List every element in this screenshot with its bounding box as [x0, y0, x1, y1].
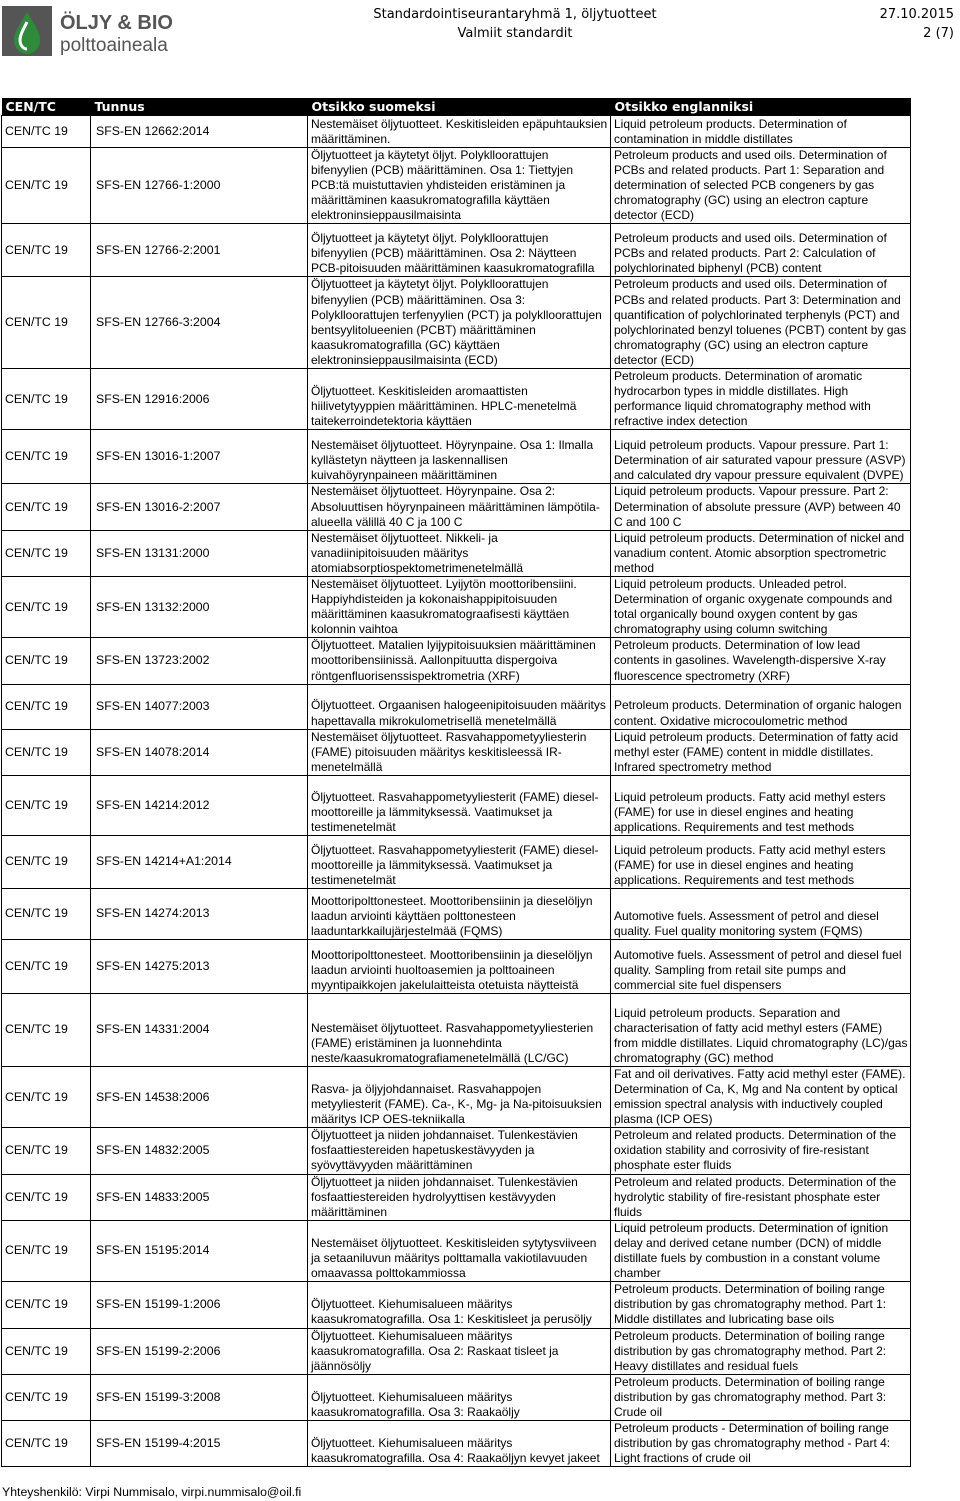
- cell-committee: CEN/TC 19: [2, 530, 91, 576]
- cell-committee: CEN/TC 19: [2, 638, 91, 684]
- cell-title-en: Liquid petroleum products. Fatty acid methyl esters (FAME) for use in diesel engines and heating applications. Requirements and test methods: [611, 775, 911, 835]
- table-row: [2, 939, 911, 993]
- cell-title-fi: Öljytuotteet ja niiden johdannaiset. Tulenkestävien fosfaattiestereiden hapetuskestävyyden ja syövyttävyyden määrittäminen: [308, 1128, 611, 1174]
- cell-committee: CEN/TC 19: [2, 684, 91, 729]
- cell-title-fi: Nestemäiset öljytuotteet. Höyrynpaine. Osa 1: Ilmalla kyllästetyn näytteen ja laskennallisen kuivahöyrynpaineen määrittäminen: [308, 430, 611, 484]
- cell-standard-id: SFS-EN 14214+A1:2014: [91, 835, 308, 888]
- cell-committee: CEN/TC 19: [2, 939, 91, 993]
- cell-title-fi: Öljytuotteet. Matalien lyijypitoisuuksien määrittäminen moottoribensiinissä. Aallonpituutta dispergoiva röntgenfluorisenssispektrometria (XRF): [308, 638, 611, 684]
- cell-title-fi: Öljytuotteet ja käytetyt öljyt. Polyklloorattujen bifenyylien (PCB) määrittäminen. Osa 1: Tiettyjen PCB:tä muistuttavien yhdisteiden eristäminen ja määrittäminen kaasukromatografilla käyttäen elektroninsieppausilmaisinta: [308, 148, 611, 224]
- cell-title-fi: Nestemäiset öljytuotteet. Keskitisleiden sytytysviiveen ja setaaniluvun määritys polttamalla vakiotilavuuden omaavassa polttokammiossa: [308, 1220, 611, 1281]
- cell-title-fi: Moottoripolttonesteet. Moottoribensiinin ja dieselöljyn laadun arviointi huoltoasemien ja polttoaineen myyntipaikkojen jakelulaitteista otetuista näytteistä: [308, 939, 611, 993]
- cell-title-fi: Öljytuotteet ja käytetyt öljyt. Polyklloorattujen bifenyylien (PCB) määrittäminen. Osa 3: Polyklloorattujen terfenyylien (PCT) ja polyklloorattujen bentsyylitolueenien (PCBT) määrittäminen kaasukromatografilla (GC) käyttäen elektroninsieppausilmaisinta (ECD): [308, 277, 611, 369]
- cell-title-en: Liquid petroleum products. Fatty acid methyl esters (FAME) for use in diesel engines and heating applications. Requirements and test methods: [611, 835, 911, 888]
- table-row: [2, 1128, 911, 1174]
- cell-title-fi: Öljytuotteet. Rasvahappometyyliesterit (FAME) diesel-moottoreille ja lämmityksessä. Vaatimukset ja testimenetelmät: [308, 835, 611, 888]
- cell-committee: CEN/TC 19: [2, 148, 91, 224]
- table-row: [2, 1328, 911, 1374]
- cell-title-fi: Moottoripolttonesteet. Moottoribensiinin ja dieselöljyn laadun arviointi käyttäen polttonesteen laaduntarkkailujärjestelmää (FQMS): [308, 888, 611, 939]
- column-header-id: Tunnus: [91, 98, 308, 116]
- logo: [2, 6, 192, 58]
- cell-committee: CEN/TC 19: [2, 277, 91, 369]
- cell-title-fi: Öljytuotteet ja niiden johdannaiset. Tulenkestävien fosfaattiestereiden hydrolyyttisen kestävyyden määrittäminen: [308, 1174, 611, 1220]
- cell-title-en: Petroleum products and used oils. Determination of PCBs and related products. Part 3: Determination and quantification of polychlorinated terphenyls (PCT) and polychlorinated benzyl toluenes (PCBT) content by gas chromatography (GC) using an electron capture detector (ECD): [611, 277, 911, 369]
- cell-committee: CEN/TC 19: [2, 1421, 91, 1467]
- cell-committee: CEN/TC 19: [2, 1066, 91, 1127]
- cell-title-en: Liquid petroleum products. Determination of ignition delay and derived cetane number (DCN) of middle distillate fuels by combustion in a constant volume chamber: [611, 1220, 911, 1281]
- cell-committee: CEN/TC 19: [2, 430, 91, 484]
- cell-standard-id: SFS-EN 15199-3:2008: [91, 1374, 308, 1420]
- cell-title-en: Liquid petroleum products. Vapour pressure. Part 1: Determination of air saturated vapour pressure (ASVP) and calculated dry vapour pressure equivalent (DVPE): [611, 430, 911, 484]
- cell-standard-id: SFS-EN 12662:2014: [91, 116, 308, 148]
- cell-standard-id: SFS-EN 13131:2000: [91, 530, 308, 576]
- standards-table: [1, 98, 911, 1467]
- cell-committee: CEN/TC 19: [2, 1328, 91, 1374]
- cell-title-fi: Öljytuotteet ja käytetyt öljyt. Polyklloorattujen bifenyylien (PCB) määrittäminen. Osa 2: Näytteen PCB-pitoisuuden määrittäminen kaasukromatografilla: [308, 224, 611, 277]
- table-row: [2, 835, 911, 888]
- cell-standard-id: SFS-EN 12766-1:2000: [91, 148, 308, 224]
- cell-title-en: Liquid petroleum products. Vapour pressure. Part 2: Determination of absolute pressure (AVP) between 40 C and 100 C: [611, 484, 911, 530]
- cell-standard-id: SFS-EN 14832:2005: [91, 1128, 308, 1174]
- cell-committee: CEN/TC 19: [2, 1174, 91, 1220]
- cell-title-en: Petroleum products. Determination of boiling range distribution by gas chromatography method. Part 1: Middle distillates and lubricating base oils: [611, 1282, 911, 1328]
- column-header-title-fi: Otsikko suomeksi: [308, 98, 611, 116]
- cell-committee: CEN/TC 19: [2, 1374, 91, 1420]
- cell-standard-id: SFS-EN 14833:2005: [91, 1174, 308, 1220]
- document-meta: [880, 5, 954, 43]
- cell-committee: CEN/TC 19: [2, 224, 91, 277]
- cell-standard-id: SFS-EN 13723:2002: [91, 638, 308, 684]
- cell-committee: CEN/TC 19: [2, 993, 91, 1066]
- cell-standard-id: SFS-EN 15195:2014: [91, 1220, 308, 1281]
- cell-committee: CEN/TC 19: [2, 888, 91, 939]
- table-row: [2, 1066, 911, 1127]
- cell-title-en: Liquid petroleum products. Determination of contamination in middle distillates: [611, 116, 911, 148]
- cell-standard-id: SFS-EN 15199-1:2006: [91, 1282, 308, 1328]
- table-row: [2, 1421, 911, 1467]
- table-row: [2, 277, 911, 369]
- table-row: [2, 1374, 911, 1420]
- table-row: [2, 430, 911, 484]
- cell-standard-id: SFS-EN 15199-2:2006: [91, 1328, 308, 1374]
- cell-committee: CEN/TC 19: [2, 369, 91, 430]
- table-row: [2, 888, 911, 939]
- table-row: [2, 576, 911, 637]
- cell-title-fi: Öljytuotteet. Kiehumisalueen määritys kaasukromatografilla. Osa 2: Raskaat tisleet ja jäännösöljy: [308, 1328, 611, 1374]
- cell-title-en: Petroleum and related products. Determination of the hydrolytic stability of fire-resistant phosphate ester fluids: [611, 1174, 911, 1220]
- cell-committee: CEN/TC 19: [2, 729, 91, 775]
- cell-title-fi: Öljytuotteet. Keskitisleiden aromaattisten hiilivetytyyppien määrittäminen. HPLC-menetelmä taitekerroindetektoria käyttäen: [308, 369, 611, 430]
- cell-title-fi: Öljytuotteet. Rasvahappometyyliesterit (FAME) diesel-moottoreille ja lämmityksessä. Vaatimukset ja testimenetelmät: [308, 775, 611, 835]
- cell-standard-id: SFS-EN 12766-2:2001: [91, 224, 308, 277]
- title-line1: Standardointiseurantaryhmä 1, öljytuotteet: [373, 7, 657, 22]
- oil-drop-logo-icon: [2, 6, 192, 58]
- cell-title-fi: Nestemäiset öljytuotteet. Rasvahappometyyliesterien (FAME) eristäminen ja luonnehdinta neste/kaasukromatografiamenetelmällä (LC/GC): [308, 993, 611, 1066]
- cell-standard-id: SFS-EN 13132:2000: [91, 576, 308, 637]
- cell-title-en: Liquid petroleum products. Determination of nickel and vanadium content. Atomic absorption spectrometric method: [611, 530, 911, 576]
- table-row: [2, 1174, 911, 1220]
- cell-title-en: Petroleum products. Determination of organic halogen content. Oxidative microcoulometric method: [611, 684, 911, 729]
- page-header: [0, 0, 960, 96]
- cell-committee: CEN/TC 19: [2, 1282, 91, 1328]
- cell-standard-id: SFS-EN 14538:2006: [91, 1066, 308, 1127]
- logo-line1: ÖLJY & BIO: [60, 12, 173, 34]
- cell-committee: CEN/TC 19: [2, 1128, 91, 1174]
- table-row: [2, 993, 911, 1066]
- cell-title-fi: Nestemäiset öljytuotteet. Keskitisleiden epäpuhtauksien määrittäminen.: [308, 116, 611, 148]
- table-row: [2, 775, 911, 835]
- cell-title-fi: Öljytuotteet. Kiehumisalueen määritys kaasukromatografilla. Osa 4: Raakaöljyn kevyet jakeet: [308, 1421, 611, 1467]
- table-row: [2, 148, 911, 224]
- table-row: [2, 638, 911, 684]
- cell-standard-id: SFS-EN 15199-4:2015: [91, 1421, 308, 1467]
- cell-title-en: Fat and oil derivatives. Fatty acid methyl ester (FAME). Determination of Ca, K, Mg and Na content by optical emission spectral analysis with inductively coupled plasma (ICP OES): [611, 1066, 911, 1127]
- cell-standard-id: SFS-EN 14275:2013: [91, 939, 308, 993]
- cell-title-en: Petroleum products and used oils. Determination of PCBs and related products. Part 1: Separation and determination of selected PCB congeners by gas chromatography (GC) using an electron capture detector (ECD): [611, 148, 911, 224]
- cell-standard-id: SFS-EN 14078:2014: [91, 729, 308, 775]
- cell-title-en: Petroleum products. Determination of low lead contents in gasolines. Wavelength-dispersive X-ray fluorescence spectrometry (XRF): [611, 638, 911, 684]
- table-row: [2, 369, 911, 430]
- document-title: [290, 5, 740, 43]
- table-row: [2, 224, 911, 277]
- cell-standard-id: SFS-EN 13016-1:2007: [91, 430, 308, 484]
- cell-standard-id: SFS-EN 14077:2003: [91, 684, 308, 729]
- title-line2: Valmiit standardit: [457, 26, 573, 41]
- cell-title-fi: Öljytuotteet. Orgaanisen halogeenipitoisuuden määritys hapettavalla mikrokulometrisellä menetelmällä: [308, 684, 611, 729]
- cell-standard-id: SFS-EN 12766-3:2004: [91, 277, 308, 369]
- cell-committee: CEN/TC 19: [2, 1220, 91, 1281]
- page-number: 2 (7): [923, 26, 954, 41]
- cell-title-en: Petroleum products. Determination of boiling range distribution by gas chromatography method. Part 3: Crude oil: [611, 1374, 911, 1420]
- cell-standard-id: SFS-EN 14274:2013: [91, 888, 308, 939]
- table-row: [2, 684, 911, 729]
- cell-title-en: Automotive fuels. Assessment of petrol and diesel quality. Fuel quality monitoring system (FQMS): [611, 888, 911, 939]
- column-header-tc: CEN/TC: [2, 98, 91, 116]
- cell-title-en: Liquid petroleum products. Determination of fatty acid methyl ester (FAME) content in middle distillates. Infrared spectrometry method: [611, 729, 911, 775]
- table-row: [2, 530, 911, 576]
- cell-committee: CEN/TC 19: [2, 835, 91, 888]
- cell-title-en: Petroleum products and used oils. Determination of PCBs and related products. Part 2: Calculation of polychlorinated biphenyl (PCB) content: [611, 224, 911, 277]
- cell-title-fi: Nestemäiset öljytuotteet. Höyrynpaine. Osa 2: Absoluuttisen höyrynpaineen määrittäminen lämpötila-alueella välillä 40 C ja 100 C: [308, 484, 611, 530]
- cell-title-en: Petroleum products - Determination of boiling range distribution by gas chromatography method - Part 4: Light fractions of crude oil: [611, 1421, 911, 1467]
- cell-title-en: Liquid petroleum products. Unleaded petrol. Determination of organic oxygenate compounds and total organically bound oxygen content by gas chromatography using column switching: [611, 576, 911, 637]
- cell-standard-id: SFS-EN 12916:2006: [91, 369, 308, 430]
- table-row: [2, 484, 911, 530]
- cell-committee: CEN/TC 19: [2, 576, 91, 637]
- cell-title-en: Petroleum products. Determination of aromatic hydrocarbon types in middle distillates. High performance liquid chromatography method with refractive index detection: [611, 369, 911, 430]
- cell-committee: CEN/TC 19: [2, 484, 91, 530]
- cell-title-fi: Nestemäiset öljytuotteet. Lyijytön moottoribensiini. Happiyhdisteiden ja kokonaishappipitoisuuden määrittäminen kaasukromatograafisesti käyttäen kolonnin vaihtoa: [308, 576, 611, 637]
- cell-title-en: Liquid petroleum products. Separation and characterisation of fatty acid methyl esters (FAME) from middle distillates. Liquid chromatography (LC)/gas chromatography (GC) method: [611, 993, 911, 1066]
- footer-contact: Yhteyshenkilö: Virpi Nummisalo, virpi.nummisalo@oil.fi: [2, 1485, 302, 1499]
- table-header-row: [2, 98, 911, 116]
- cell-committee: CEN/TC 19: [2, 775, 91, 835]
- cell-title-fi: Nestemäiset öljytuotteet. Rasvahappometyyliesterin (FAME) pitoisuuden määritys keskitisleessä IR-menetelmällä: [308, 729, 611, 775]
- table-row: [2, 116, 911, 148]
- cell-title-fi: Nestemäiset öljytuotteet. Nikkeli- ja vanadiinipitoisuuden määritys atomiabsorptiospektometrimenetelmällä: [308, 530, 611, 576]
- column-header-title-en: Otsikko englanniksi: [611, 98, 911, 116]
- cell-standard-id: SFS-EN 14331:2004: [91, 993, 308, 1066]
- cell-title-en: Petroleum products. Determination of boiling range distribution by gas chromatography method. Part 2: Heavy distillates and residual fuels: [611, 1328, 911, 1374]
- cell-title-fi: Rasva- ja öljyjohdannaiset. Rasvahappojen metyyliesterit (FAME). Ca-, K-, Mg- ja Na-pitoisuuksien määritys ICP OES-tekniikalla: [308, 1066, 611, 1127]
- cell-standard-id: SFS-EN 13016-2:2007: [91, 484, 308, 530]
- cell-committee: CEN/TC 19: [2, 116, 91, 148]
- document-date: 27.10.2015: [879, 7, 954, 22]
- cell-title-en: Petroleum and related products. Determination of the oxidation stability and corrosivity of fire-resistant phosphate ester fluids: [611, 1128, 911, 1174]
- table-row: [2, 1282, 911, 1328]
- cell-title-fi: Öljytuotteet. Kiehumisalueen määritys kaasukromatografilla. Osa 1: Keskitisleet ja perusöljy: [308, 1282, 611, 1328]
- logo-line2: polttoaineala: [60, 35, 168, 56]
- cell-title-en: Automotive fuels. Assessment of petrol and diesel fuel quality. Sampling from retail site pumps and commercial site fuel dispensers: [611, 939, 911, 993]
- cell-standard-id: SFS-EN 14214:2012: [91, 775, 308, 835]
- cell-title-fi: Öljytuotteet. Kiehumisalueen määritys kaasukromatografilla. Osa 3: Raakaöljy: [308, 1374, 611, 1420]
- table-row: [2, 729, 911, 775]
- table-row: [2, 1220, 911, 1281]
